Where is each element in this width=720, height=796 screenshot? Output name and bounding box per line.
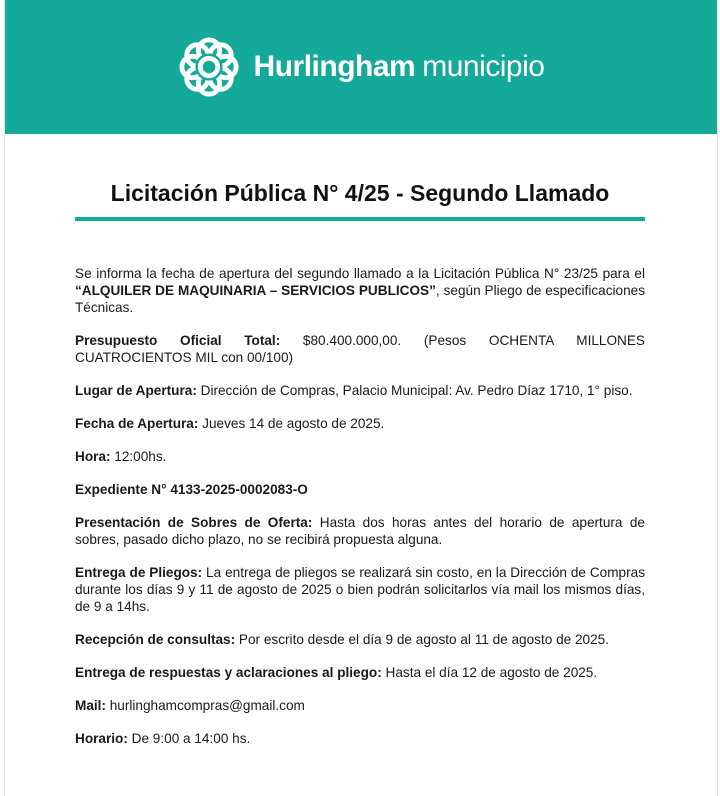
page-title: Licitación Pública N° 4/25 - Segundo Llamado [75,180,645,221]
item-answers [75,664,645,681]
item-label: Hora: [75,449,111,464]
document-body [5,180,717,747]
item-label: Entrega de respuestas y aclaraciones al pliego: [75,665,382,680]
item-label: Presupuesto Oficial Total: [75,333,281,348]
item-label: Fecha de Apertura: [75,416,199,431]
intro-text: Se informa la fecha de apertura del segundo llamado a la Licitación Pública N° 23/25 para el [75,266,645,281]
header-banner [5,0,717,134]
item-value: Por escrito desde el día 9 de agosto al 11 de agosto de 2025. [235,632,609,647]
item-value: Dirección de Compras, Palacio Municipal: Av. Pedro Díaz 1710, 1° piso. [196,383,633,398]
item-file-number [75,481,645,498]
item-value: La entrega de pliegos se realizará sin costo, en la Dirección de Compras durante los días 9 y 11 de agosto de 2025 o bien podrán solicitarlos vía mail los mismos días, de 9 a 14hs. [75,565,646,614]
item-schedule [75,730,645,747]
item-value: Jueves 14 de agosto de 2025. [198,416,385,431]
item-label: Lugar de Apertura: [75,383,197,398]
intro-text-end: , según Pliego de especificaciones Técnicas. [75,283,645,315]
document-page [4,0,718,796]
item-label: Horario: [75,731,128,746]
item-budget [75,332,645,366]
intro-subject: “ALQUILER DE MAQUINARIA – SERVICIOS PUBLICOS” [75,283,436,298]
item-label: Mail: [75,698,106,713]
intro-paragraph [75,265,645,316]
flower-logo-icon [178,36,240,98]
item-label: Expediente N° 4133-2025-0002083-O [75,482,308,497]
brand-sub: municipio [422,50,545,83]
item-label: Recepción de consultas: [75,632,236,647]
brand-name: Hurlingham [253,50,416,83]
item-label: Presentación de Sobres de Oferta: [75,515,313,530]
item-mail [75,697,645,714]
item-value: Hasta dos horas antes del horario de apertura de sobres, pasado dicho plazo, no se recibirá propuesta alguna. [75,515,645,547]
item-time [75,448,645,465]
item-opening-date [75,415,645,432]
item-inquiries [75,631,645,648]
mail-link[interactable]: hurlinghamcompras@gmail.com [105,698,305,713]
item-specs-delivery [75,564,645,615]
item-value: De 9:00 a 14:00 hs. [127,731,251,746]
item-value: 12:00hs. [110,449,167,464]
item-envelopes [75,514,645,548]
item-label: Entrega de Pliegos: [75,565,203,580]
item-opening-place [75,382,645,399]
item-value: $80.400.000,00. (Pesos OCHENTA MILLONES CUATROCIENTOS MIL con 00/100) [75,333,645,365]
item-value: Hasta el día 12 de agosto de 2025. [381,665,598,680]
brand-logo[interactable] [178,36,545,98]
